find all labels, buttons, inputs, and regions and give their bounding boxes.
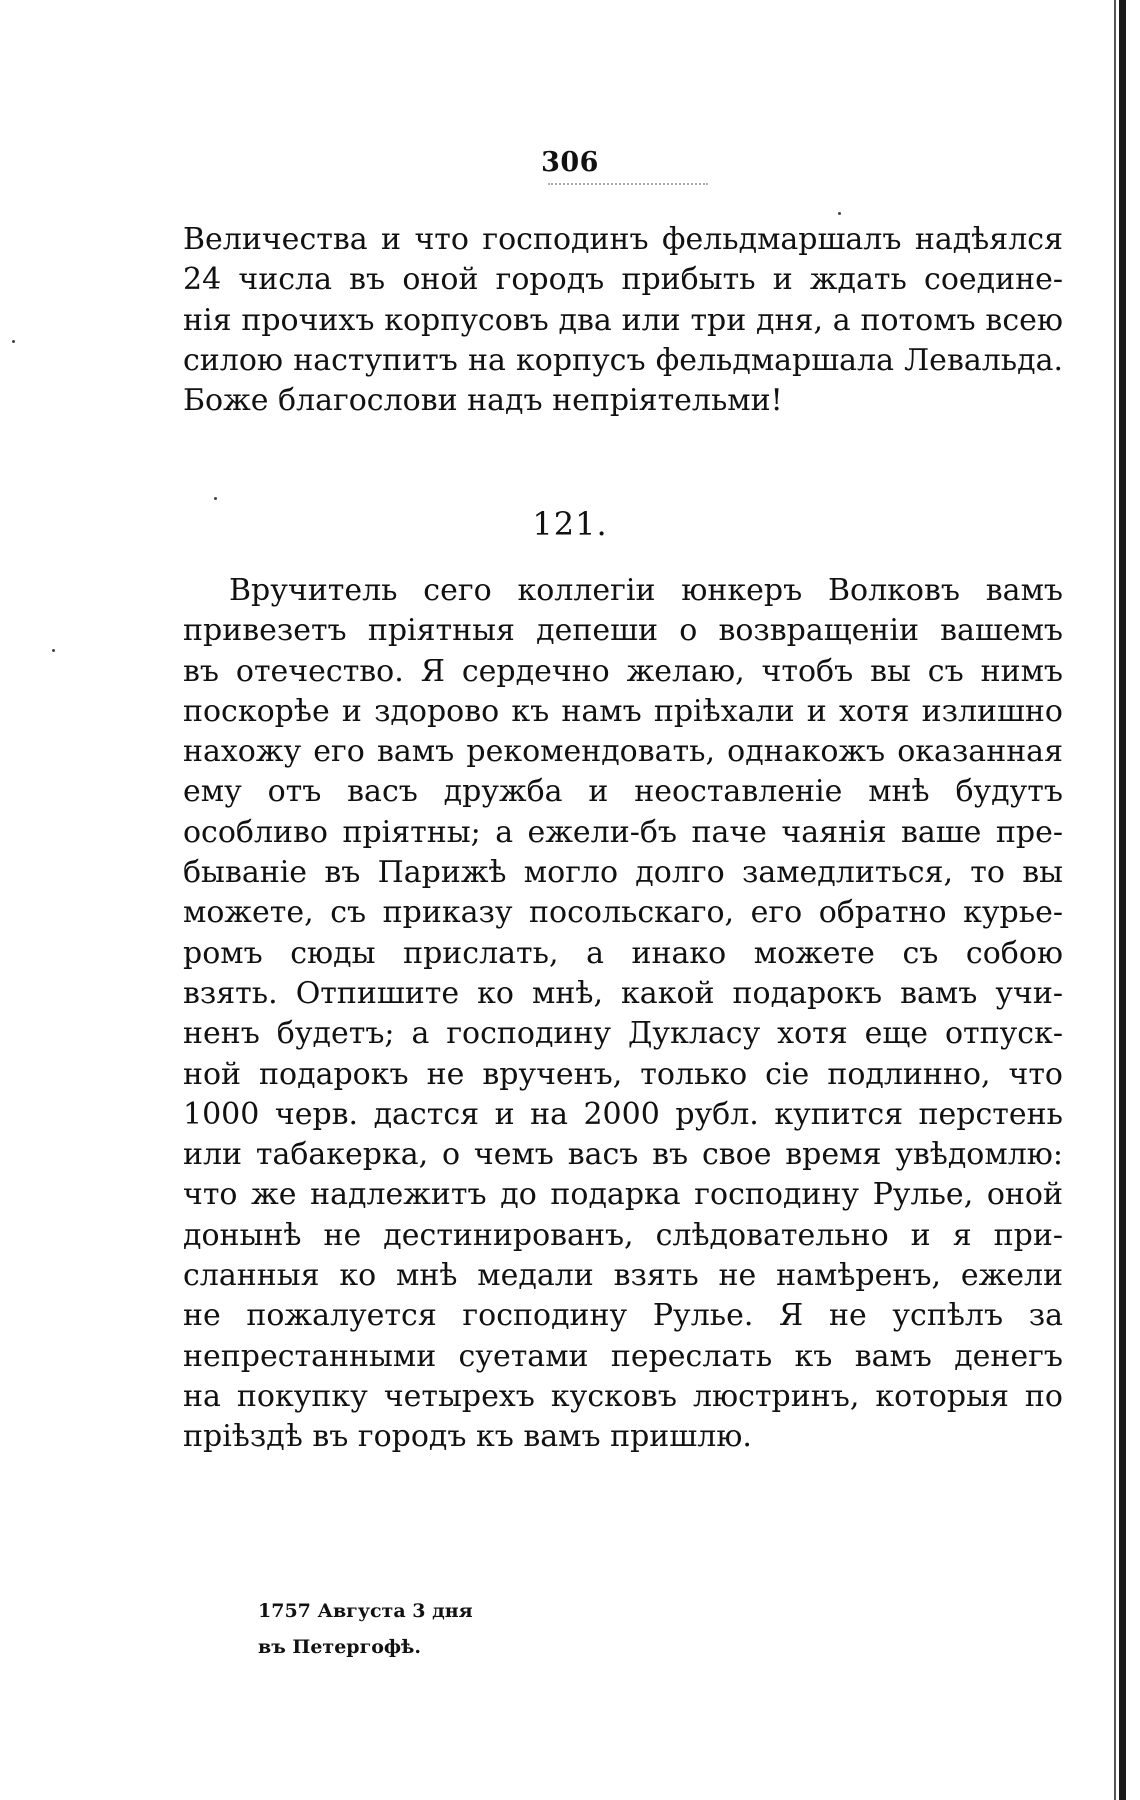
text-line: въ отечество. Я сердечно желаю, чтобъ вы съ нимъ bbox=[183, 653, 1063, 689]
text-line: 1000 черв. дастся и на 2000 рубл. купится перстень bbox=[183, 1096, 1063, 1132]
text-line: 24 числа въ оной городъ прибыть и ждать соедине- bbox=[183, 262, 1063, 298]
header-ornament bbox=[548, 183, 708, 195]
binding-edge bbox=[1119, 0, 1126, 1800]
text-line: бываніе въ Парижѣ могло долго замедлиться, то вы bbox=[183, 855, 1063, 891]
text-line: ромъ сюды прислать, а инако можете съ собою bbox=[183, 935, 1063, 971]
text-line: Величества и что господинъ фельдмаршалъ надѣялся bbox=[183, 222, 1063, 257]
text-line: ненъ будетъ; а господину Дукласу хотя еще отпуск- bbox=[183, 1016, 1063, 1052]
text-line: не пожалуется господину Рулье. Я не успѣлъ за bbox=[183, 1298, 1063, 1334]
scan-speck bbox=[52, 649, 55, 652]
scan-speck bbox=[838, 212, 841, 215]
text-line: можете, съ приказу посольскаго, его обратно курье- bbox=[183, 895, 1063, 931]
text-line: донынѣ не дестинированъ, слѣдовательно и я при- bbox=[183, 1217, 1063, 1253]
text-line: непрестанными суетами переслать къ вамъ денегъ bbox=[183, 1338, 1063, 1374]
text-line: привезетъ пріятныя депеши о возвращеніи вашемъ bbox=[183, 613, 1063, 649]
text-line: Вручитель сего коллегіи юнкеръ Волковъ вамъ bbox=[229, 573, 1063, 608]
text-line: Боже благослови надъ непріятельми! bbox=[183, 383, 783, 419]
text-line: ной подарокъ не врученъ, только сіе подлинно, что bbox=[183, 1056, 1063, 1092]
text-line: взять. Отпишите ко мнѣ, какой подарокъ вамъ учи- bbox=[183, 975, 1063, 1011]
letter-paragraph bbox=[183, 571, 1063, 1458]
text-line: на покупку четырехъ кусковъ люстринъ, которыя по bbox=[183, 1378, 1063, 1414]
text-line: что же надлежитъ до подарка господину Рулье, оной bbox=[183, 1177, 1063, 1213]
scan-speck bbox=[214, 497, 217, 500]
text-line: пріѣздѣ въ городъ къ вамъ пришлю. bbox=[183, 1419, 752, 1455]
text-line: поскорѣе и здорово къ намъ пріѣхали и хотя излишно bbox=[183, 693, 1063, 729]
signoff-place: въ Петергофѣ. bbox=[258, 1636, 421, 1658]
letter-number: 121. bbox=[532, 505, 608, 543]
binding-edge-shadow bbox=[1114, 0, 1116, 1800]
text-line: нія прочихъ корпусовъ два или три дня, а потомъ всею bbox=[183, 302, 1063, 338]
page-number: 306 bbox=[541, 147, 599, 178]
text-line: силою наступитъ на корпусъ фельдмаршала Левальда. bbox=[183, 342, 1063, 378]
text-line: сланныя ко мнѣ медали взять не намѣренъ, ежели bbox=[183, 1258, 1063, 1294]
text-line: или табакерка, о чемъ васъ въ свое время увѣдомлю: bbox=[183, 1137, 1063, 1173]
text-line: особливо пріятны; а ежели-бъ паче чаянія ваше пре- bbox=[183, 814, 1063, 850]
continuation-paragraph bbox=[183, 220, 1063, 421]
text-line: нахожу его вамъ рекомендовать, однакожъ оказанная bbox=[183, 734, 1063, 770]
signoff-date: 1757 Августа 3 дня bbox=[258, 1600, 473, 1622]
scan-speck bbox=[12, 340, 15, 343]
text-line: ему отъ васъ дружба и неоставленіе мнѣ будутъ bbox=[183, 774, 1063, 810]
letter-signoff bbox=[258, 1593, 473, 1665]
